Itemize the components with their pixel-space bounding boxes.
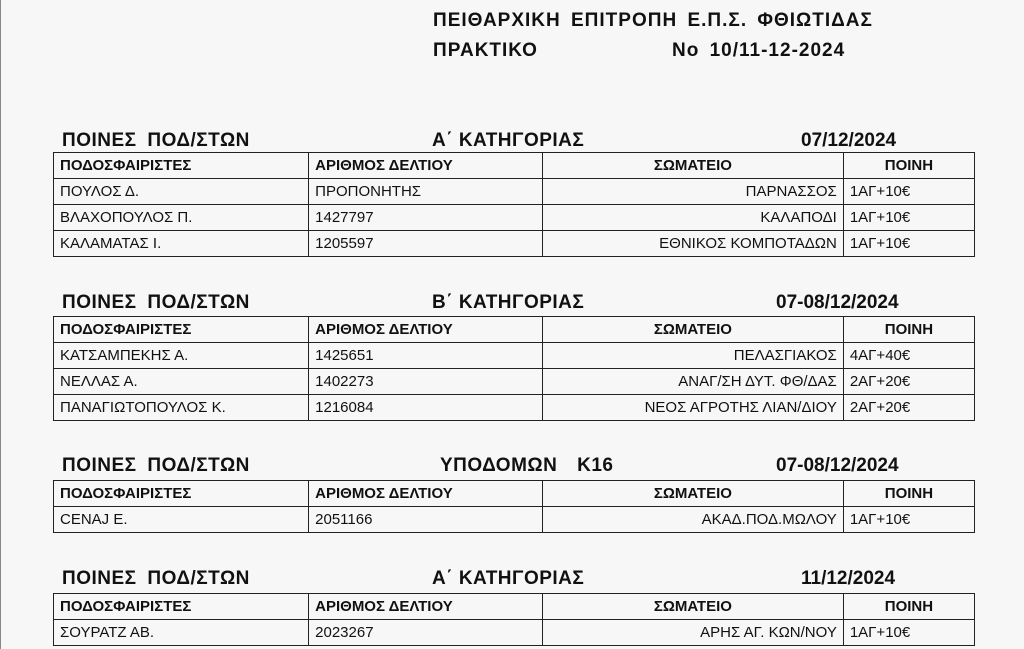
player-name: ΠΑΝΑΓΙΩΤΟΠΟΥΛΟΣ Κ. (54, 395, 309, 421)
penalty-value: 1ΑΓ+10€ (843, 620, 974, 646)
club-name: ΑΚΑΔ.ΠΟΔ.ΜΩΛΟΥ (542, 507, 843, 533)
table-row (54, 205, 975, 231)
table-row (54, 620, 975, 646)
table-header-row (54, 153, 975, 179)
header-card: ΑΡΙΘΜΟΣ ΔΕΛΤΙΟΥ (309, 317, 543, 343)
card-number: 1205597 (309, 231, 543, 257)
page-edge-line (0, 0, 1, 649)
table-row (54, 395, 975, 421)
card-number: 2051166 (309, 507, 543, 533)
section-1-date: 07/12/2024 (801, 130, 897, 151)
club-name: ΑΝΑΓ/ΣΗ ΔΥΤ. ΦΘ/ΔΑΣ (542, 369, 843, 395)
club-name: ΑΡΗΣ ΑΓ. ΚΩΝ/ΝΟΥ (542, 620, 843, 646)
player-name: CENAJ Ε. (54, 507, 309, 533)
table-header-row (54, 481, 975, 507)
section-4-date: 11/12/2024 (801, 568, 896, 589)
player-name: ΚΑΛΑΜΑΤΑΣ Ι. (54, 231, 309, 257)
header-penalty: ΠΟΙΝΗ (843, 317, 974, 343)
section-4-table (53, 593, 975, 646)
table-row (54, 179, 975, 205)
card-number: 1402273 (309, 369, 543, 395)
header-club: ΣΩΜΑΤΕΙΟ (542, 153, 843, 179)
header-players: ΠΟΔΟΣΦΑΙΡΙΣΤΕΣ (54, 481, 309, 507)
committee-title: ΠΕΙΘΑΡΧΙΚΗ ΕΠΙΤΡΟΠΗ Ε.Π.Σ. ΦΘΙΩΤΙΔΑΣ (433, 10, 873, 31)
section-2-table (53, 316, 975, 421)
player-name: ΒΛΑΧΟΠΟΥΛΟΣ Π. (54, 205, 309, 231)
club-name: ΠΕΛΑΣΓΙΑΚΟΣ (542, 343, 843, 369)
club-name: ΝΕΟΣ ΑΓΡΟΤΗΣ ΛΙΑΝ/ΔΙΟΥ (542, 395, 843, 421)
table-row (54, 507, 975, 533)
header-penalty: ΠΟΙΝΗ (843, 481, 974, 507)
header-club: ΣΩΜΑΤΕΙΟ (542, 481, 843, 507)
header-penalty: ΠΟΙΝΗ (843, 594, 974, 620)
section-3-date: 07-08/12/2024 (776, 455, 899, 476)
section-1-label: ΠΟΙΝΕΣ ΠΟΔ/ΣΤΩΝ (62, 130, 250, 151)
card-number: 2023267 (309, 620, 543, 646)
header-card: ΑΡΙΘΜΟΣ ΔΕΛΤΙΟΥ (309, 481, 543, 507)
minutes-label: ΠΡΑΚΤΙΚΟ (433, 40, 538, 61)
penalty-value: 2ΑΓ+20€ (843, 395, 974, 421)
table-row (54, 343, 975, 369)
header-players: ΠΟΔΟΣΦΑΙΡΙΣΤΕΣ (54, 594, 309, 620)
section-4-label: ΠΟΙΝΕΣ ΠΟΔ/ΣΤΩΝ (62, 568, 250, 589)
card-number: 1427797 (309, 205, 543, 231)
header-penalty: ΠΟΙΝΗ (843, 153, 974, 179)
section-2-date: 07-08/12/2024 (776, 292, 899, 313)
player-name: ΣΟΥΡΑΤΖ ΑΒ. (54, 620, 309, 646)
header-card: ΑΡΙΘΜΟΣ ΔΕΛΤΙΟΥ (309, 594, 543, 620)
player-name: ΝΕΛΛΑΣ Α. (54, 369, 309, 395)
header-players: ΠΟΔΟΣΦΑΙΡΙΣΤΕΣ (54, 317, 309, 343)
card-number: 1425651 (309, 343, 543, 369)
table-row (54, 231, 975, 257)
header-card: ΑΡΙΘΜΟΣ ΔΕΛΤΙΟΥ (309, 153, 543, 179)
header-club: ΣΩΜΑΤΕΙΟ (542, 317, 843, 343)
minutes-number: Νο 10/11-12-2024 (672, 40, 846, 61)
section-2-label: ΠΟΙΝΕΣ ΠΟΔ/ΣΤΩΝ (62, 292, 250, 313)
header-players: ΠΟΔΟΣΦΑΙΡΙΣΤΕΣ (54, 153, 309, 179)
section-3-table (53, 480, 975, 533)
card-number: 1216084 (309, 395, 543, 421)
penalty-value: 1ΑΓ+10€ (843, 507, 974, 533)
club-name: ΠΑΡΝΑΣΣΟΣ (542, 179, 843, 205)
section-3-label: ΠΟΙΝΕΣ ΠΟΔ/ΣΤΩΝ (62, 455, 250, 476)
section-2-category: Β΄ ΚΑΤΗΓΟΡΙΑΣ (432, 292, 585, 313)
section-3-category: ΥΠΟΔΟΜΩΝ Κ16 (440, 455, 614, 476)
card-number: ΠΡΟΠΟΝΗΤΗΣ (309, 179, 543, 205)
penalty-value: 4ΑΓ+40€ (843, 343, 974, 369)
penalty-value: 2ΑΓ+20€ (843, 369, 974, 395)
penalty-value: 1ΑΓ+10€ (843, 205, 974, 231)
player-name: ΠΟΥΛΟΣ Δ. (54, 179, 309, 205)
club-name: ΚΑΛΑΠΟΔΙ (542, 205, 843, 231)
penalty-value: 1ΑΓ+10€ (843, 231, 974, 257)
header-club: ΣΩΜΑΤΕΙΟ (542, 594, 843, 620)
table-row (54, 369, 975, 395)
section-4-category: Α΄ ΚΑΤΗΓΟΡΙΑΣ (432, 568, 585, 589)
section-1-table (53, 152, 975, 257)
player-name: ΚΑΤΣΑΜΠΕΚΗΣ Α. (54, 343, 309, 369)
section-1-category: Α΄ ΚΑΤΗΓΟΡΙΑΣ (432, 130, 585, 151)
club-name: ΕΘΝΙΚΟΣ ΚΟΜΠΟΤΑΔΩΝ (542, 231, 843, 257)
table-header-row (54, 594, 975, 620)
table-header-row (54, 317, 975, 343)
penalty-value: 1ΑΓ+10€ (843, 179, 974, 205)
